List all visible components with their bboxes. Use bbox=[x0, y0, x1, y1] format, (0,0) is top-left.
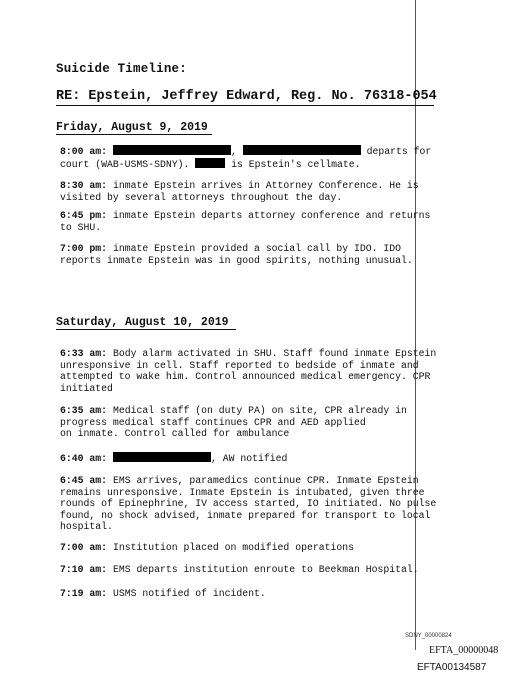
entry-text: Medical staff (on duty PA) on site, CPR already in bbox=[112, 405, 407, 416]
entry-text: inmate Epstein provided a social call by IDO. IDO bbox=[112, 243, 402, 254]
entry-time: 6:45 pm: bbox=[60, 210, 108, 221]
bates-stamp-efta-a: EFTA_00000048 bbox=[429, 645, 499, 656]
entry-text: remains unresponsive. Inmate Epstein is intubated, given three bbox=[60, 486, 425, 498]
bates-stamp-efta-b: EFTA00134587 bbox=[417, 662, 487, 673]
entry-text: court (WAB-USMS-SDNY). bbox=[60, 158, 190, 170]
timeline-entry bbox=[60, 588, 448, 600]
entry-text: rounds of Epinephrine, IV access started, IO initiated. No pulse bbox=[60, 498, 437, 510]
timeline-entry bbox=[60, 475, 448, 533]
entry-text: inmate Epstein arrives in Attorney Conference. He is bbox=[112, 180, 419, 191]
entry-text: Body alarm activated in SHU. Staff found inmate Epstein bbox=[112, 348, 437, 359]
entry-text: USMS notified of incident. bbox=[112, 588, 266, 599]
entry-time: 7:19 am: bbox=[60, 588, 108, 599]
entry-text: unresponsive in cell. Staff reported to bedside of inmate and bbox=[60, 359, 419, 371]
entry-text: on inmate. Control called for ambulance bbox=[60, 428, 290, 440]
entry-text: progress medical staff continues CPR and AED applied bbox=[60, 416, 366, 428]
timeline-entry bbox=[60, 348, 448, 394]
entry-text: hospital. bbox=[60, 521, 113, 533]
entry-time: 8:30 am: bbox=[60, 180, 108, 191]
entry-text: to SHU. bbox=[60, 221, 102, 233]
document-title: Suicide Timeline: bbox=[56, 62, 187, 76]
bates-stamp-sdny: SDNY_00000824 bbox=[405, 633, 452, 639]
redaction-block bbox=[195, 158, 225, 168]
timeline-entry bbox=[60, 405, 448, 440]
entry-text: reports inmate Epstein was in good spirits, nothing unusual. bbox=[60, 254, 413, 266]
redaction-block bbox=[243, 145, 361, 155]
entry-time: 6:45 am: bbox=[60, 475, 108, 486]
entry-time: 6:35 am: bbox=[60, 405, 108, 416]
entry-text: EMS departs institution enroute to Beekman Hospital. bbox=[112, 564, 419, 575]
subject-line: RE: Epstein, Jeffrey Edward, Reg. No. 76318-054 bbox=[56, 89, 437, 104]
entry-text: attempted to wake him. Control announced medical emergency. CPR bbox=[60, 371, 431, 383]
timeline-entry bbox=[60, 564, 448, 576]
entry-time: 6:40 am: bbox=[60, 453, 108, 464]
timeline-entry bbox=[60, 452, 448, 465]
entry-text: found, no shock advised, inmate prepared for transport to local bbox=[60, 509, 431, 521]
entry-text: departs for bbox=[366, 146, 432, 157]
entry-time: 8:00 am: bbox=[60, 146, 108, 157]
entry-text: inmate Epstein departs attorney conference and returns bbox=[112, 210, 431, 221]
timeline-entry bbox=[60, 180, 448, 203]
entry-text: EMS arrives, paramedics continue CPR. Inmate Epstein bbox=[112, 475, 419, 486]
timeline-entry bbox=[60, 210, 448, 233]
timeline-entry bbox=[60, 243, 448, 266]
date-heading-saturday: Saturday, August 10, 2019 bbox=[56, 316, 236, 330]
entry-text: initiated bbox=[60, 382, 113, 394]
entry-time: 7:10 am: bbox=[60, 564, 108, 575]
date-heading-friday: Friday, August 9, 2019 bbox=[56, 121, 212, 135]
entry-time: 7:00 am: bbox=[60, 542, 108, 553]
entry-text: is Epstein's cellmate. bbox=[231, 158, 361, 170]
redaction-block bbox=[113, 452, 211, 462]
entry-text: Institution placed on modified operations bbox=[112, 542, 354, 553]
timeline-entry bbox=[60, 145, 448, 170]
entry-text: , bbox=[230, 146, 237, 157]
entry-text: visited by several attorneys throughout the day. bbox=[60, 191, 343, 203]
entry-time: 7:00 pm: bbox=[60, 243, 108, 254]
timeline-entry bbox=[60, 542, 448, 554]
entry-text: , AW notified bbox=[210, 453, 288, 464]
entry-time: 6:33 am: bbox=[60, 348, 108, 359]
redaction-block bbox=[113, 145, 231, 155]
